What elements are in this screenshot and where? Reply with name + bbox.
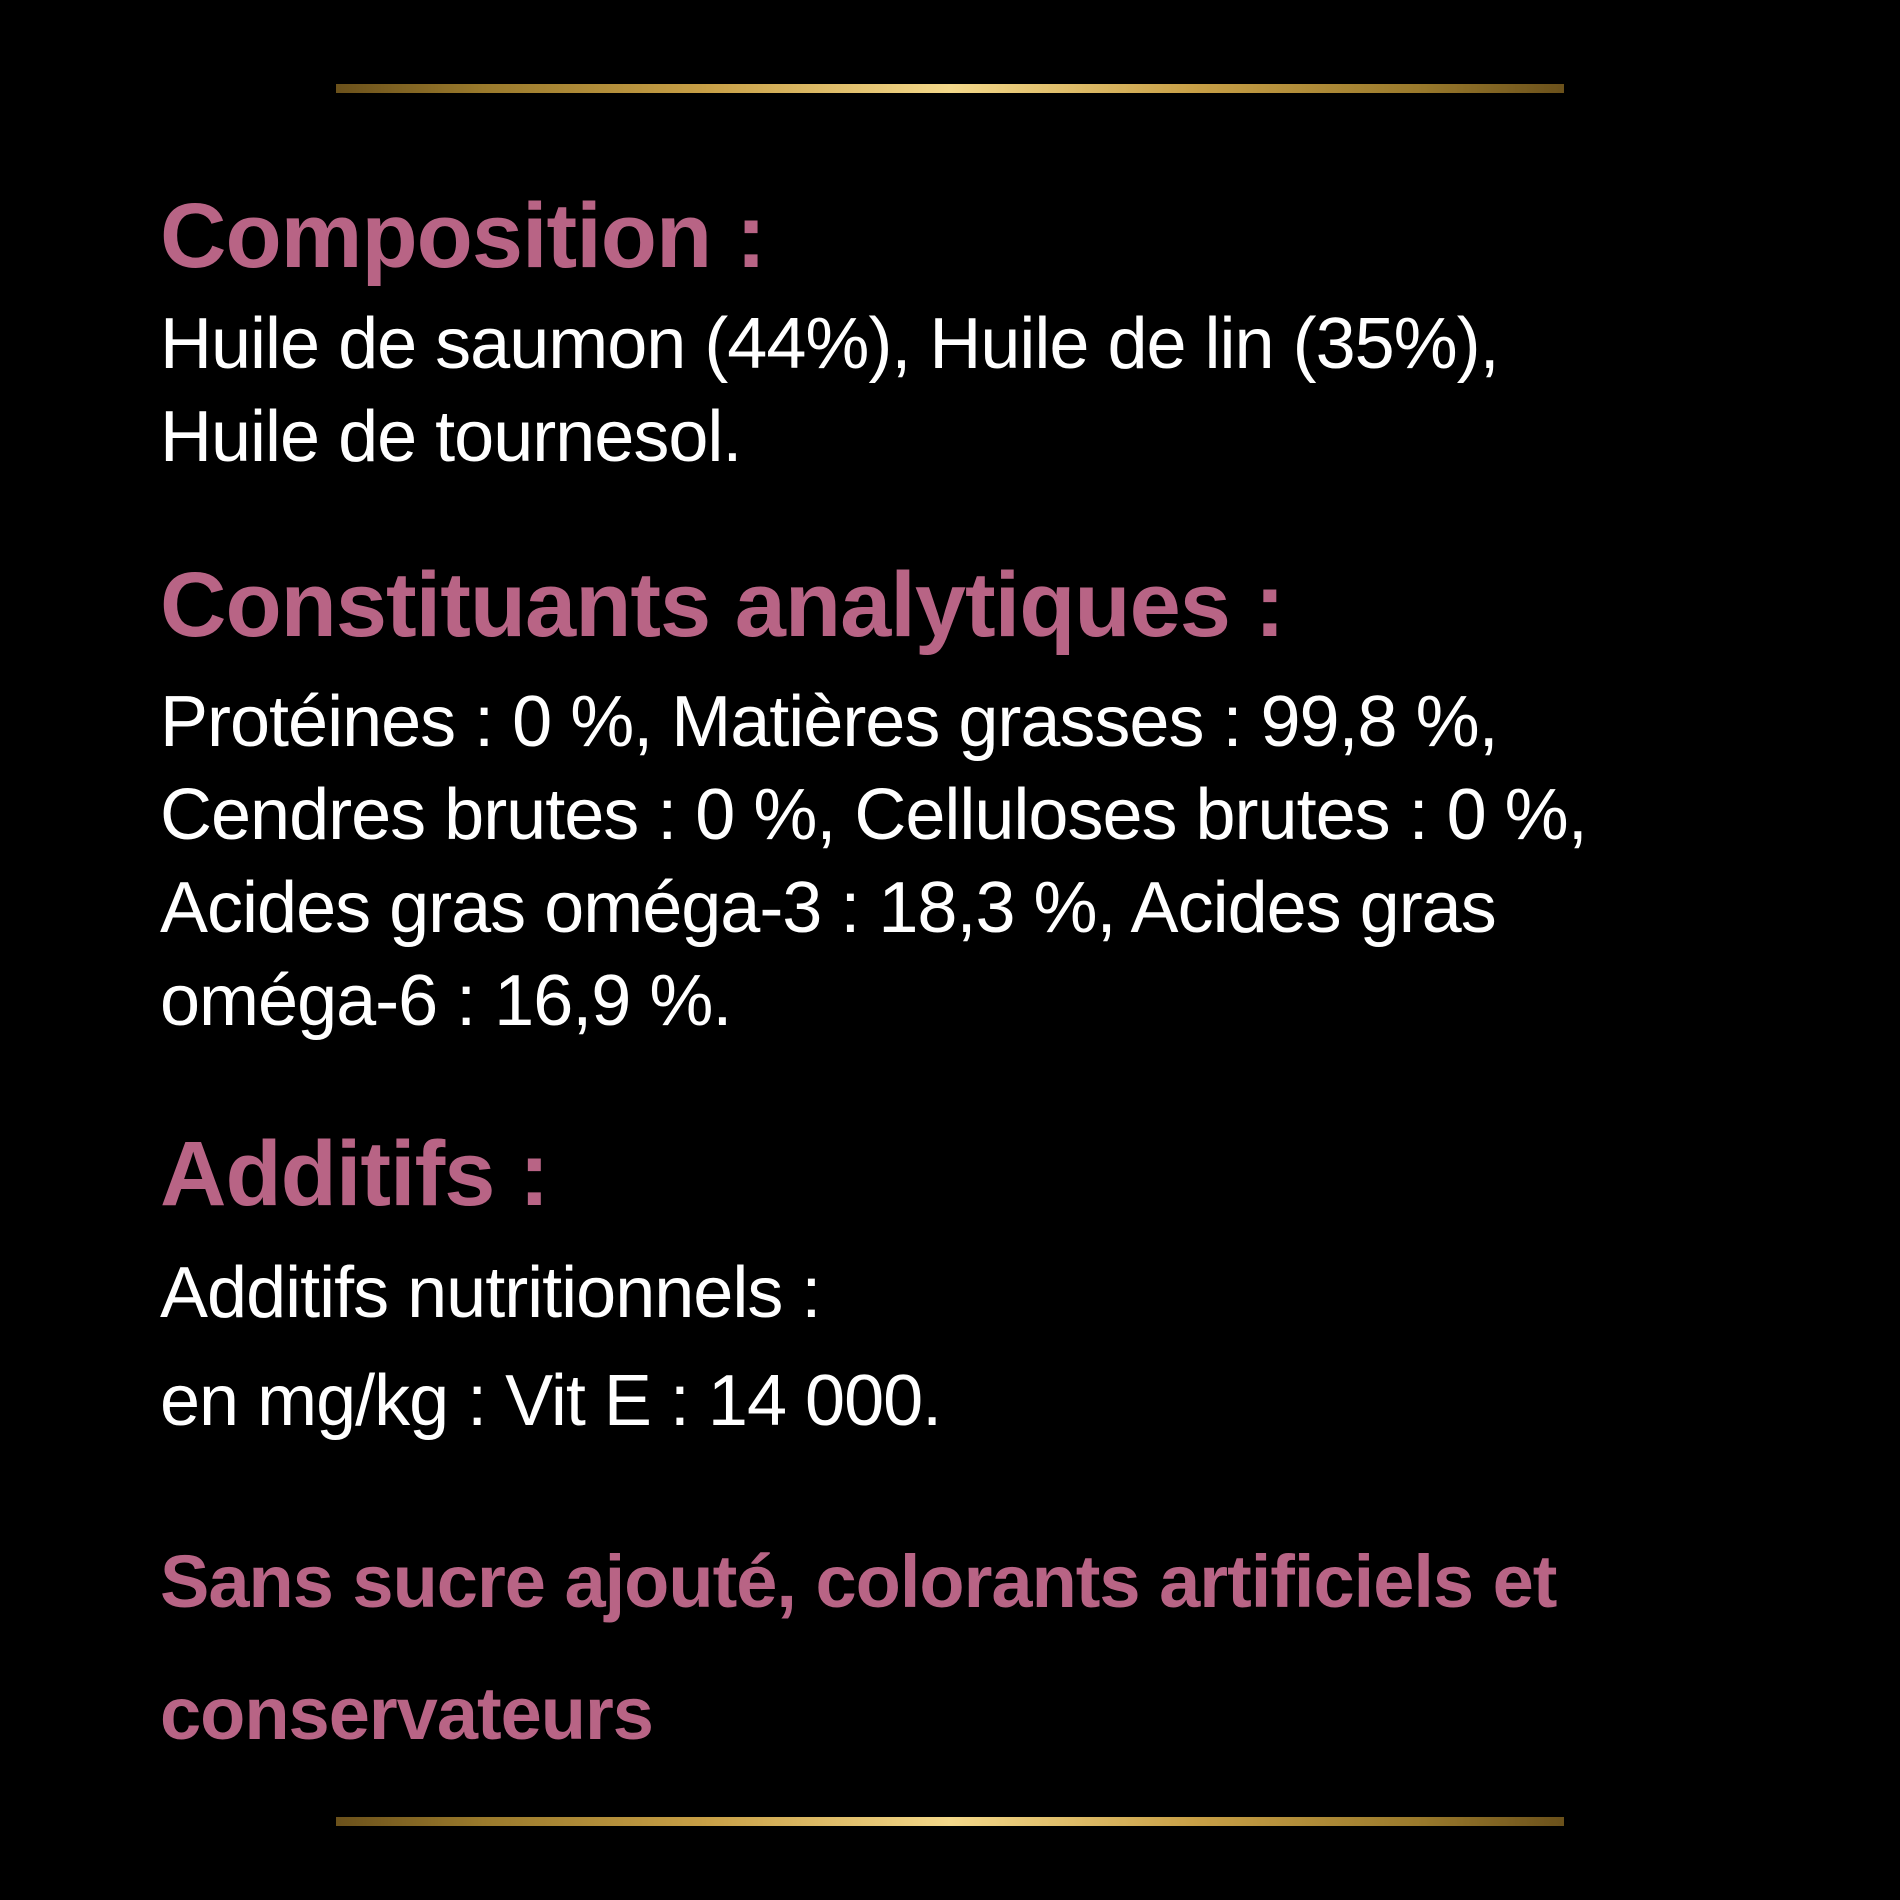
- section-additifs: [160, 1124, 1870, 1448]
- composition-heading: Composition :: [160, 185, 766, 287]
- vitamin-e-line: en mg/kg : Vit E : 14 000.: [160, 1361, 942, 1441]
- constituants-body: [160, 676, 1870, 1048]
- section-composition: [160, 186, 1870, 484]
- additifs-nutritionnels-line: Additifs nutritionnels :: [160, 1253, 821, 1333]
- gold-divider-top: [336, 84, 1564, 93]
- composition-line: Huile de tournesol.: [160, 397, 742, 477]
- constituants-heading: Constituants analytiques :: [160, 554, 1285, 656]
- no-additives-claim: [160, 1516, 1556, 1780]
- gold-divider-bottom: [336, 1817, 1564, 1826]
- additifs-heading: Additifs :: [160, 1123, 549, 1225]
- constituants-line: oméga-6 : 16,9 %.: [160, 961, 732, 1041]
- section-constituants-analytiques: [160, 555, 1870, 1048]
- constituants-line: Cendres brutes : 0 %, Celluloses brutes : 0 %,: [160, 775, 1587, 855]
- claim-line: conservateurs: [160, 1672, 653, 1755]
- constituants-line: Acides gras oméga-3 : 18,3 %, Acides gras: [160, 868, 1496, 948]
- composition-line: Huile de saumon (44%), Huile de lin (35%),: [160, 304, 1499, 384]
- additifs-body: [160, 1247, 1870, 1448]
- claim-line: Sans sucre ajouté, colorants artificiels et: [160, 1540, 1557, 1623]
- constituants-line: Protéines : 0 %, Matières grasses : 99,8 %,: [160, 682, 1498, 762]
- composition-body: [160, 298, 1870, 484]
